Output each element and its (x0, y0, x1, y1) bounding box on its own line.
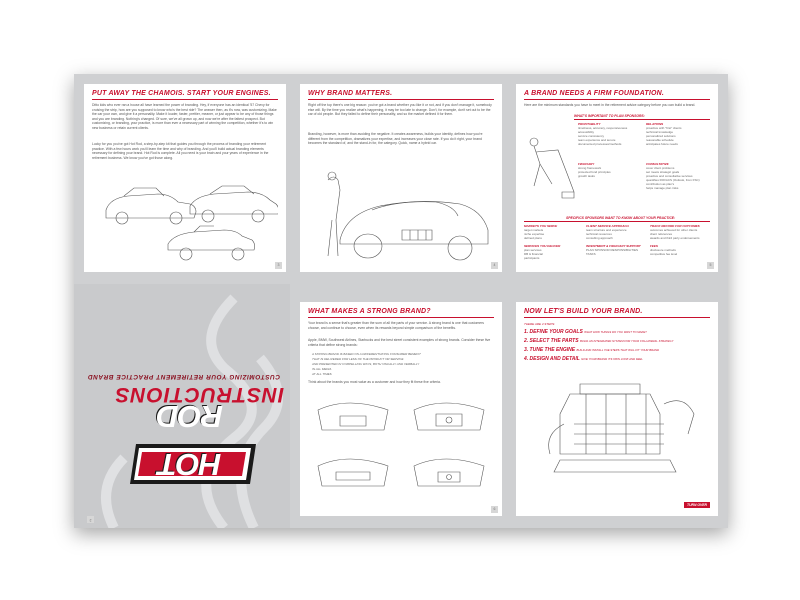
panel-body-1: Your brand is a sense that's greater than the sum of all the parts of your service. A strong brand is one that customers choose, and continue to choose, even when its rewards beyond simple comparison of the benefits. (308, 321, 484, 330)
panel-title: WHY BRAND MATTERS. (308, 90, 393, 97)
col2-item: personalized solutions (646, 134, 676, 138)
bottom-block-service (586, 224, 648, 240)
bottom-item: niche expertise (524, 232, 545, 236)
bottom-heading: SERVICES YOU DELIVER (524, 244, 561, 248)
panel-body-2: Apple, BMW, Southwest Airlines, Starbucks and the best street consistent examples of strong brands. Consider these five criteria that define strong brands: (308, 338, 491, 347)
step-note: BUILD AND INSTALL THE STEPS THAT WILL FIT YOUR BRAND (576, 348, 659, 352)
col1-heading2: FIDUCIARY (578, 162, 595, 166)
step-label: 4. DESIGN AND DETAIL (524, 356, 580, 362)
bottom-item: PLAN SPONSOR RESPONSIBILITIES TASKS (586, 248, 639, 256)
turn-over-label: TURN OVER (684, 502, 710, 508)
bottom-item: consulting approach (586, 236, 613, 240)
engine-illustration (540, 374, 700, 484)
bottom-item: team structure and experience (586, 228, 627, 232)
col1-item: strong framework (578, 166, 602, 170)
col2-item: proactive and consultative services (646, 174, 693, 178)
page-number: 5 (707, 262, 714, 269)
sub-rule (574, 119, 710, 120)
panel-body-1: Right off the top there's one big reason: you've got a brand whether you like it or not, and if you don't manage it, somebody else will. By the time you realize what's happening, it may be too late to change. Don't, for example, don't set out to be the car of old people. But they failed to define their personality, and so the market defined it for them. (308, 103, 492, 117)
step-note: WHAT HOW THINGS DO YOU WANT TO MAKE? (584, 330, 647, 334)
subheading-specifics: SPECIFICS SPONSORS WANT TO KNOW ABOUT YOUR PRACTICE: (566, 216, 676, 220)
col2-item: reasonable schedule (646, 138, 674, 142)
cover-panel (74, 284, 290, 528)
col2-block1 (646, 122, 712, 146)
mechanic-illustration (522, 132, 576, 212)
bottom-block-markets (524, 224, 584, 240)
step-3 (524, 347, 659, 353)
step-note: GIVE YOUR BRAND ITS OWN LOOK AND FEEL (581, 357, 643, 361)
step-1 (524, 329, 647, 335)
col2-item: contribution as plan's (646, 182, 675, 186)
title-rule (92, 99, 278, 100)
panel-title: NOW LET'S BUILD YOUR BRAND. (524, 308, 643, 315)
step-note: BUILD AN INTEGRATED SYSTEM FOR YOUR COLLATERAL STRATEGY (579, 339, 674, 343)
bottom-block-services (524, 244, 584, 260)
panel-body-1: Ditto kids who ever ran a house all have learned the power of branding. Hey, if everyone has an identical '57 Chevy for cruising the strip, how are you supposed to know who's the best ride? The answer then, as it's now, was customizing. Make the car your own, and give it a personality. Make it louder, faster, prettier, meaner, or just appear to be any of those things and you are branding. Nothing's changed. Of sure, we've all grown up, and now we're after the fattest prospect. But customizing, or branding, your practice, is more than ever a necessary part of winning the competition, whether it's to win new business or retain current clients. (92, 103, 277, 130)
panel-build-your-brand (516, 302, 718, 516)
panel-body-2: Lucky for you you've got Hot Rod, a step-by-step kit that guides you through the process of branding your retirement practice. With a few hours work you'll learn the time and why of branding. And you'll build actual branding elements necessary for defining your brand. Hot Rod is complete. All you need is your brain and your years of experience in the retirement business. We know you've got those along. (92, 142, 269, 160)
col1-item: timeliness, accuracy, responsiveness (578, 126, 628, 130)
sub-rule (524, 221, 710, 222)
subheading-plan-sponsors: WHAT'S IMPORTANT TO PLAN SPONSORS: (574, 114, 645, 118)
step-4 (524, 356, 643, 362)
cover-rotated-content (74, 284, 290, 528)
col2-item: quantifies ROI/ACS (Outlook, from FSC) (646, 178, 700, 182)
page-number: 6 (491, 506, 498, 513)
brochure-sheet (74, 74, 728, 528)
bottom-item: client references (650, 232, 673, 236)
bottom-heading: TRACK RECORD FOR OUTCOMES (650, 224, 700, 228)
col2-block2 (646, 162, 712, 190)
title-rule (524, 99, 710, 100)
list-item: AND PRESENTED IN COMPELLING WAYS, BOTH VISUALLY AND VERBALLY (312, 362, 420, 366)
cover-subtitle: CUSTOMIZING YOUR RETIREMENT PRACTICE BRAND (87, 373, 280, 380)
list-item: A STRONG BRAND IS BASED ON A DIFFERENTIATING CONSUMER BENEFIT (312, 352, 421, 356)
panel-why-brand-matters (300, 84, 502, 272)
col1-item: team experience and tenure (578, 138, 616, 142)
col2-item: cover client problems (646, 166, 675, 170)
step-2 (524, 338, 673, 344)
col1-block2 (578, 162, 640, 178)
panel-title: PUT AWAY THE CHAMOIS. START YOUR ENGINES. (92, 90, 271, 97)
step-label: 3. TUNE THE ENGINE (524, 347, 576, 353)
panel-title: A BRAND NEEDS A FIRM FOUNDATION. (524, 90, 665, 97)
list-item: THAT IS DELIVERED FOR LESS OF THE PRODUCT OR SERVICE (312, 357, 404, 361)
col1-item: protected fund principles (578, 170, 611, 174)
page-number: 2 (87, 516, 94, 523)
col1-heading1: PROFITABILITY (578, 122, 601, 126)
col2-item: technical knowledge (646, 130, 674, 134)
panel-body-2: Branding, however, is more than avoiding the negative. It creates awareness, builds your identity, defines how you're different from the competition, dramatizes your expertise, and increases your close rate. If you do it right, your brand becomes the standard of, and the stand-in for, the category. Quick, name a hybrid car. (308, 132, 483, 146)
list-item: AT ALL TIMES (312, 372, 332, 376)
panel-strong-brand (300, 302, 502, 516)
bottom-item: target markets (524, 228, 544, 232)
bottom-heading: MARKETS YOU SERVE (524, 224, 558, 228)
title-rule (308, 99, 494, 100)
col2-item: set meets strategic goals (646, 170, 680, 174)
step-label: 1. DEFINE YOUR GOALS (524, 329, 583, 335)
col2-item: proactive with "first" clients (646, 126, 682, 130)
bottom-heading: INVESTMENT & FIDUCIARY SUPPORT (586, 244, 641, 248)
col2-item: anticipates future needs (646, 142, 678, 146)
col1-item: growth tasks (578, 174, 595, 178)
panel-body-3: Think about the brands you most value as a customer and how they fit these five criteria. (308, 380, 441, 384)
bottom-block-fees (650, 244, 714, 256)
col1-item: documented processes/methods (578, 142, 622, 146)
panel-firm-foundation (516, 84, 718, 272)
bottom-block-track-record (650, 224, 714, 240)
panel-title: WHAT MAKES A STRONG BRAND? (308, 308, 431, 315)
col1-block1 (578, 122, 640, 146)
cover-title: INSTRUCTIONS (114, 383, 284, 406)
col1-item: accessibility (578, 130, 595, 134)
logo-text: HOT ROD (157, 399, 223, 482)
car-grilles-illustration (310, 392, 496, 502)
bottom-item: defined plans (524, 236, 542, 240)
list-item: IN ALL MEDIA (312, 367, 332, 371)
bottom-item: competitive fee level (650, 252, 678, 256)
col2-item: helps manage plan risks (646, 186, 679, 190)
hot-rod-logo (124, 399, 256, 488)
bottom-item: awards and third party endorsements (650, 236, 700, 240)
title-rule (308, 317, 494, 318)
bottom-block-investment (586, 244, 648, 256)
step-label: 2. SELECT THE PARTS (524, 338, 579, 344)
bottom-item: technical resources (586, 232, 612, 236)
col1-item: service consistency (578, 134, 605, 138)
bottom-item: participants (524, 256, 540, 260)
bottom-heading: CLIENT SERVICE APPROACH (586, 224, 629, 228)
classic-cars-illustration (98, 184, 278, 264)
page-number: 4 (491, 262, 498, 269)
bottom-item: DB & financial (524, 252, 543, 256)
sports-car-illustration (310, 170, 496, 266)
page-number: 3 (275, 262, 282, 269)
bottom-item: plan services (524, 248, 542, 252)
title-rule (524, 317, 710, 318)
bottom-item: outcomes achieved for other clients (650, 228, 698, 232)
bottom-heading: FEES (650, 244, 658, 248)
col2-heading1: RELATIONS (646, 122, 664, 126)
col2-heading2: CONSULTATIVE (646, 162, 669, 166)
bottom-item: disclosure methods (650, 248, 676, 252)
criteria-list (312, 352, 492, 377)
panel-put-away-chamois (84, 84, 286, 272)
panel-intro: Here are the minimum standards you have to meet in the retirement advice category before you can build a brand. (524, 103, 696, 107)
steps-lead: THERE ARE 4 STEPS: (524, 322, 556, 326)
